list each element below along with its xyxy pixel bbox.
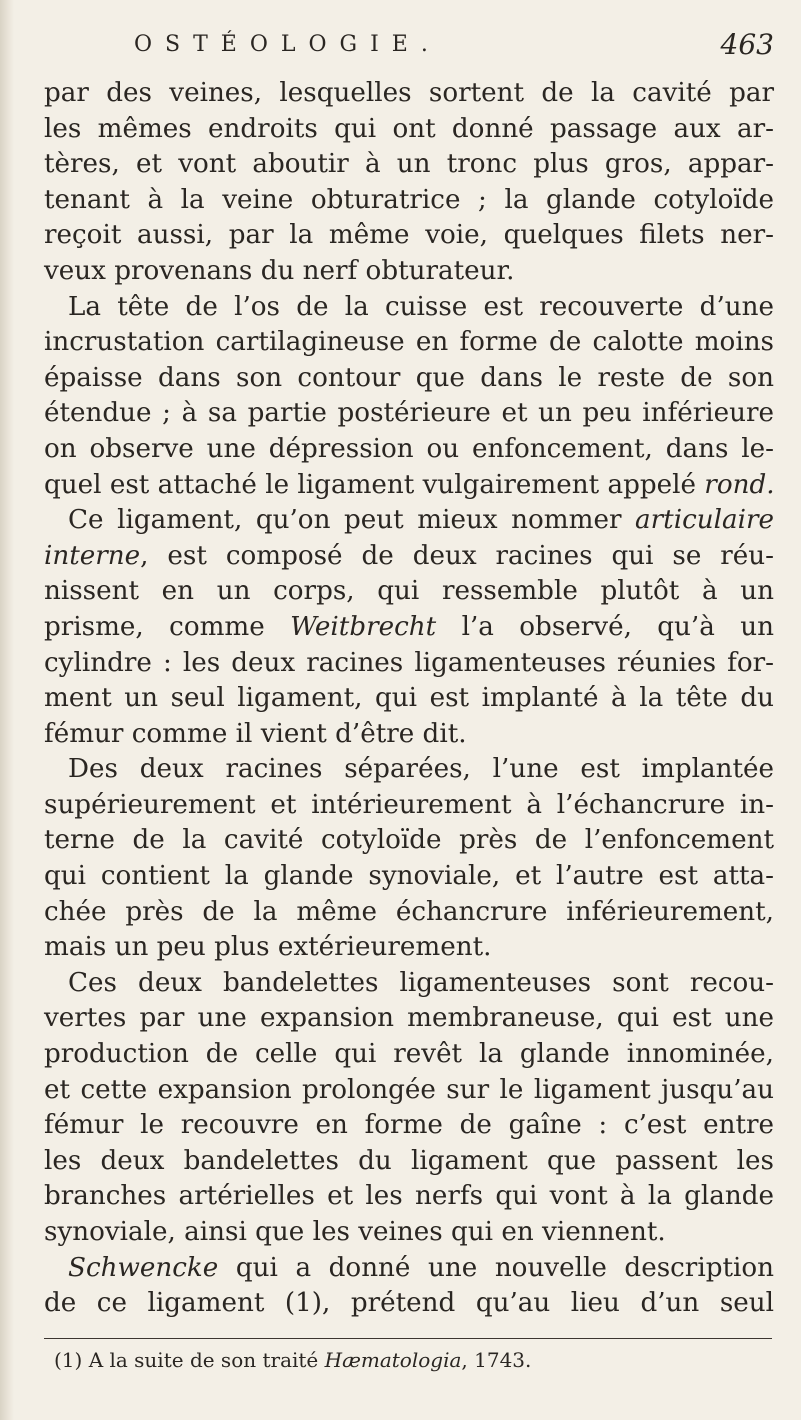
italic-term: interne [44,540,141,571]
text-line: tères, et vont aboutir à un tronc plus gros, appar- [44,149,774,180]
text-line [44,503,774,539]
text-fragment: , est composé de deux racines qui se réu- [140,540,774,571]
footnote-title: Hæmatologia [324,1347,462,1372]
text-line: incrustation cartilagineuse en forme de calotte moins [44,327,774,358]
footnote-rule [44,1338,772,1339]
text-line: de ce ligament (1), prétend qu’au lieu d’un seul [44,1288,774,1319]
body-text [44,76,774,1322]
text-line: les mêmes endroits qui ont donné passage aux ar- [44,113,774,144]
text-fragment: l’a observé, qu’à un [436,611,774,642]
text-line: cylindre : les deux racines ligamenteuses réunies for- [44,647,774,678]
text-line: mais un peu plus extérieurement. [44,932,492,963]
italic-term: articulaire [635,505,774,536]
page-number: 463 [720,28,774,61]
italic-term: rond. [704,469,775,500]
text-fragment: qui a donné une nouvelle description [218,1252,774,1283]
text-line: chée près de la même échancrure inférieurement, [44,896,774,927]
text-fragment: prisme, comme [44,611,291,642]
text-line: étendue ; à sa partie postérieure et un peu inférieure [44,398,774,429]
text-line: les deux bandelettes du ligament que passent les [44,1145,774,1176]
text-line [44,539,774,575]
text-line: Des deux racines séparées, l’une est implantée [68,754,774,785]
running-head [44,22,774,64]
text-line [44,468,774,504]
text-line [44,1251,774,1287]
italic-name: Schwencke [68,1252,219,1283]
footnote-text: (1) A la suite de son traité [54,1347,325,1372]
text-line: et cette expansion prolongée sur le ligament jusqu’au [44,1074,774,1105]
text-line [44,610,774,646]
text-line: par des veines, lesquelles sortent de la cavité par [44,78,774,108]
text-line: Ces deux bandelettes ligamenteuses sont recou- [68,967,774,998]
text-line: ment un seul ligament, qui est implanté à la tête du [44,683,774,714]
book-page [44,22,774,1373]
text-line: terne de la cavité cotyloïde près de l’enfoncement [44,825,774,856]
italic-name: Weitbrecht [290,611,437,642]
text-line: production de celle qui revêt la glande innominée, [44,1039,774,1070]
running-title: OSTÉOLOGIE. [134,32,441,57]
text-line: fémur le recouvre en forme de gaîne : c’est entre [44,1110,774,1141]
text-line: veux provenans du nerf obturateur. [44,255,515,286]
text-line: qui contient la glande synoviale, et l’autre est atta- [44,861,774,892]
text-line: La tête de l’os de la cuisse est recouverte d’une [68,291,774,322]
footnote [44,1347,774,1373]
text-line: épaisse dans son contour que dans le reste de son [44,362,774,393]
text-line: branches artérielles et les nerfs qui vont à la glande [44,1181,774,1212]
text-line: supérieurement et intérieurement à l’échancrure in- [44,789,774,820]
text-line: on observe une dépression ou enfoncement, dans le- [44,433,774,464]
page-gutter-shadow [0,0,14,1420]
text-line: tenant à la veine obturatrice ; la glande cotyloïde [44,184,774,215]
text-fragment: Ce ligament, qu’on peut mieux nommer [68,505,636,536]
text-line: vertes par une expansion membraneuse, qui est une [44,1003,774,1034]
text-line: synoviale, ainsi que les veines qui en viennent. [44,1217,666,1247]
text-line: reçoit aussi, par la même voie, quelques filets ner- [44,220,774,251]
footnote-year: , 1743. [461,1347,532,1372]
text-line: fémur comme il vient d’être dit. [44,718,467,749]
text-fragment: quel est attaché le ligament vulgairement appelé [44,469,705,500]
text-line: nissent en un corps, qui ressemble plutôt à un [44,576,774,607]
